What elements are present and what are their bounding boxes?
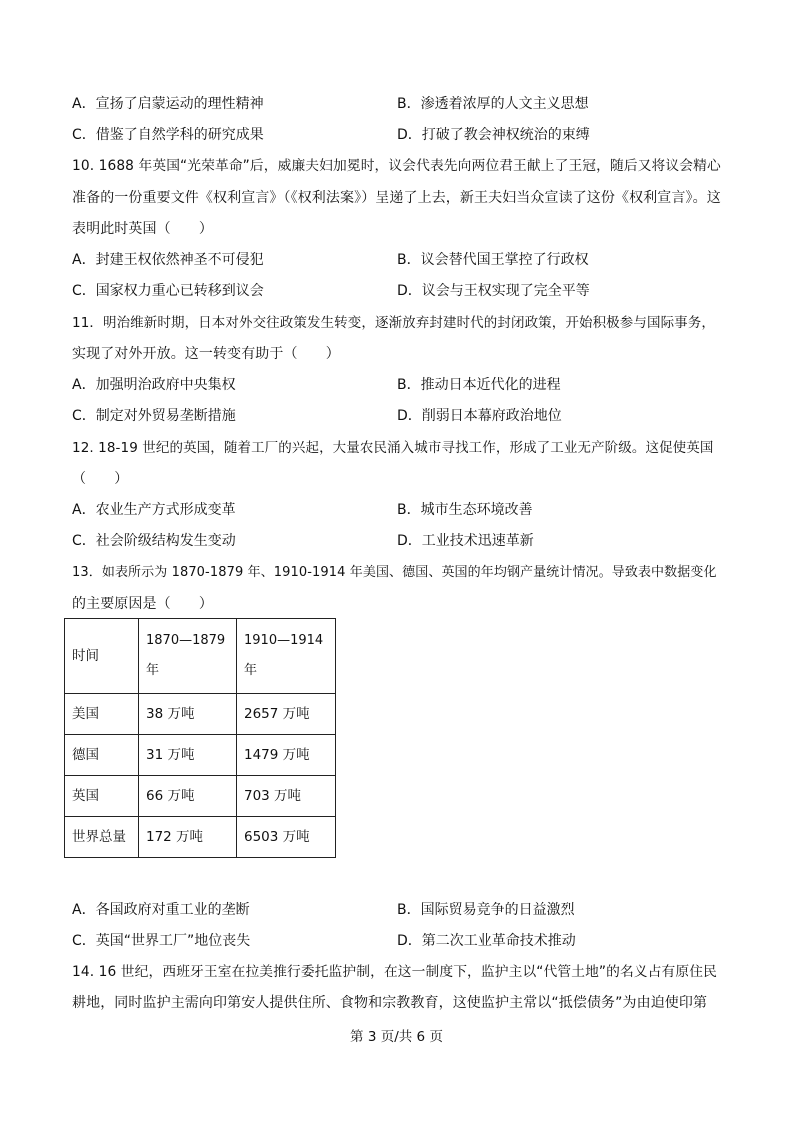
table-header-cell: 1870—1879 年: [139, 619, 237, 694]
q9-option-c: C．借鉴了自然学科的研究成果: [72, 127, 264, 143]
table-cell: 38 万吨: [139, 694, 237, 735]
q11-option-c: C．制定对外贸易垄断措施: [72, 408, 236, 424]
table-cell: 1479 万吨: [237, 735, 336, 776]
table-cell: 31 万吨: [139, 735, 237, 776]
q14-stem-line1: 14. 16 世纪，西班牙王室在拉美推行委托监护制，在这一制度下，监护主以“代管土地”的名义占有原住民: [72, 964, 717, 980]
q12-option-b: B．城市生态环境改善: [397, 502, 533, 518]
q12-option-a: A．农业生产方式形成变革: [72, 502, 236, 518]
table-row: [65, 776, 336, 817]
q13-option-a: A．各国政府对重工业的垄断: [72, 902, 250, 918]
q13-option-c: C．英国“世界工厂”地位丧失: [72, 933, 251, 949]
table-cell: 66 万吨: [139, 776, 237, 817]
q11-option-a: A．加强明治政府中央集权: [72, 377, 236, 393]
table-cell: 英国: [65, 776, 139, 817]
table-cell: 172 万吨: [139, 817, 237, 858]
steel-output-table: [64, 618, 336, 858]
q10-stem-line2: 准备的一份重要文件《权利宣言》（《权利法案》）呈递了上去，新王夫妇当众宣读了这份《权利宣言》。这: [72, 190, 721, 206]
table-row: [65, 817, 336, 858]
q13-stem-line1: 13．如表所示为 1870-1879 年、1910-1914 年美国、德国、英国的年均钢产量统计情况。导致表中数据变化: [72, 565, 717, 580]
q10-option-b: B．议会替代国王掌控了行政权: [397, 252, 589, 268]
q11-stem-line2: 实现了对外开放。这一转变有助于（ ）: [72, 346, 340, 362]
table-row: [65, 694, 336, 735]
table-cell: 703 万吨: [237, 776, 336, 817]
q12-option-d: D．工业技术迅速革新: [397, 533, 534, 549]
q13-option-d: D．第二次工业革命技术推动: [397, 933, 576, 949]
q14-stem-line2: 耕地，同时监护主需向印第安人提供住所、食物和宗教教育，这使监护主常以“抵偿债务”为由迫使印第: [72, 995, 708, 1011]
q9-option-a: A．宣扬了启蒙运动的理性精神: [72, 96, 264, 112]
table-cell: 2657 万吨: [237, 694, 336, 735]
q13-stem-line2: 的主要原因是（ ）: [72, 596, 213, 612]
table-header-row: [65, 619, 336, 694]
table-header-cell: 1910—1914 年: [237, 619, 336, 694]
q11-stem-line1: 11．明治维新时期，日本对外交往政策发生转变，逐渐放弃封建时代的封闭政策，开始积极参与国际事务，: [72, 315, 715, 331]
q10-stem-line1: 10. 1688 年英国“光荣革命”后，威廉夫妇加冕时，议会代表先向两位君王献上了王冠，随后又将议会精心: [72, 158, 721, 174]
table-cell: 6503 万吨: [237, 817, 336, 858]
table-row: [65, 735, 336, 776]
q11-option-b: B．推动日本近代化的进程: [397, 377, 561, 393]
q9-option-b: B．渗透着浓厚的人文主义思想: [397, 96, 589, 112]
q10-option-c: C．国家权力重心已转移到议会: [72, 283, 264, 299]
q12-stem-line1: 12. 18-19 世纪的英国，随着工厂的兴起，大量农民涌入城市寻找工作，形成了工业无产阶级。这促使英国: [72, 440, 714, 456]
q10-option-d: D．议会与王权实现了完全平等: [397, 283, 590, 299]
q9-option-d: D．打破了教会神权统治的束缚: [397, 127, 590, 143]
table-header-cell: 时间: [65, 619, 139, 694]
page-number-footer: 第 3 页/共 6 页: [350, 1029, 443, 1045]
q10-stem-line3: 表明此时英国（ ）: [72, 221, 213, 237]
table-cell: 德国: [65, 735, 139, 776]
q11-option-d: D．削弱日本幕府政治地位: [397, 408, 562, 424]
q13-option-b: B．国际贸易竞争的日益激烈: [397, 902, 575, 918]
q12-option-c: C．社会阶级结构发生变动: [72, 533, 236, 549]
q10-option-a: A．封建王权依然神圣不可侵犯: [72, 252, 264, 268]
table-cell: 世界总量: [65, 817, 139, 858]
q12-stem-line2: （ ）: [72, 471, 129, 487]
table-cell: 美国: [65, 694, 139, 735]
